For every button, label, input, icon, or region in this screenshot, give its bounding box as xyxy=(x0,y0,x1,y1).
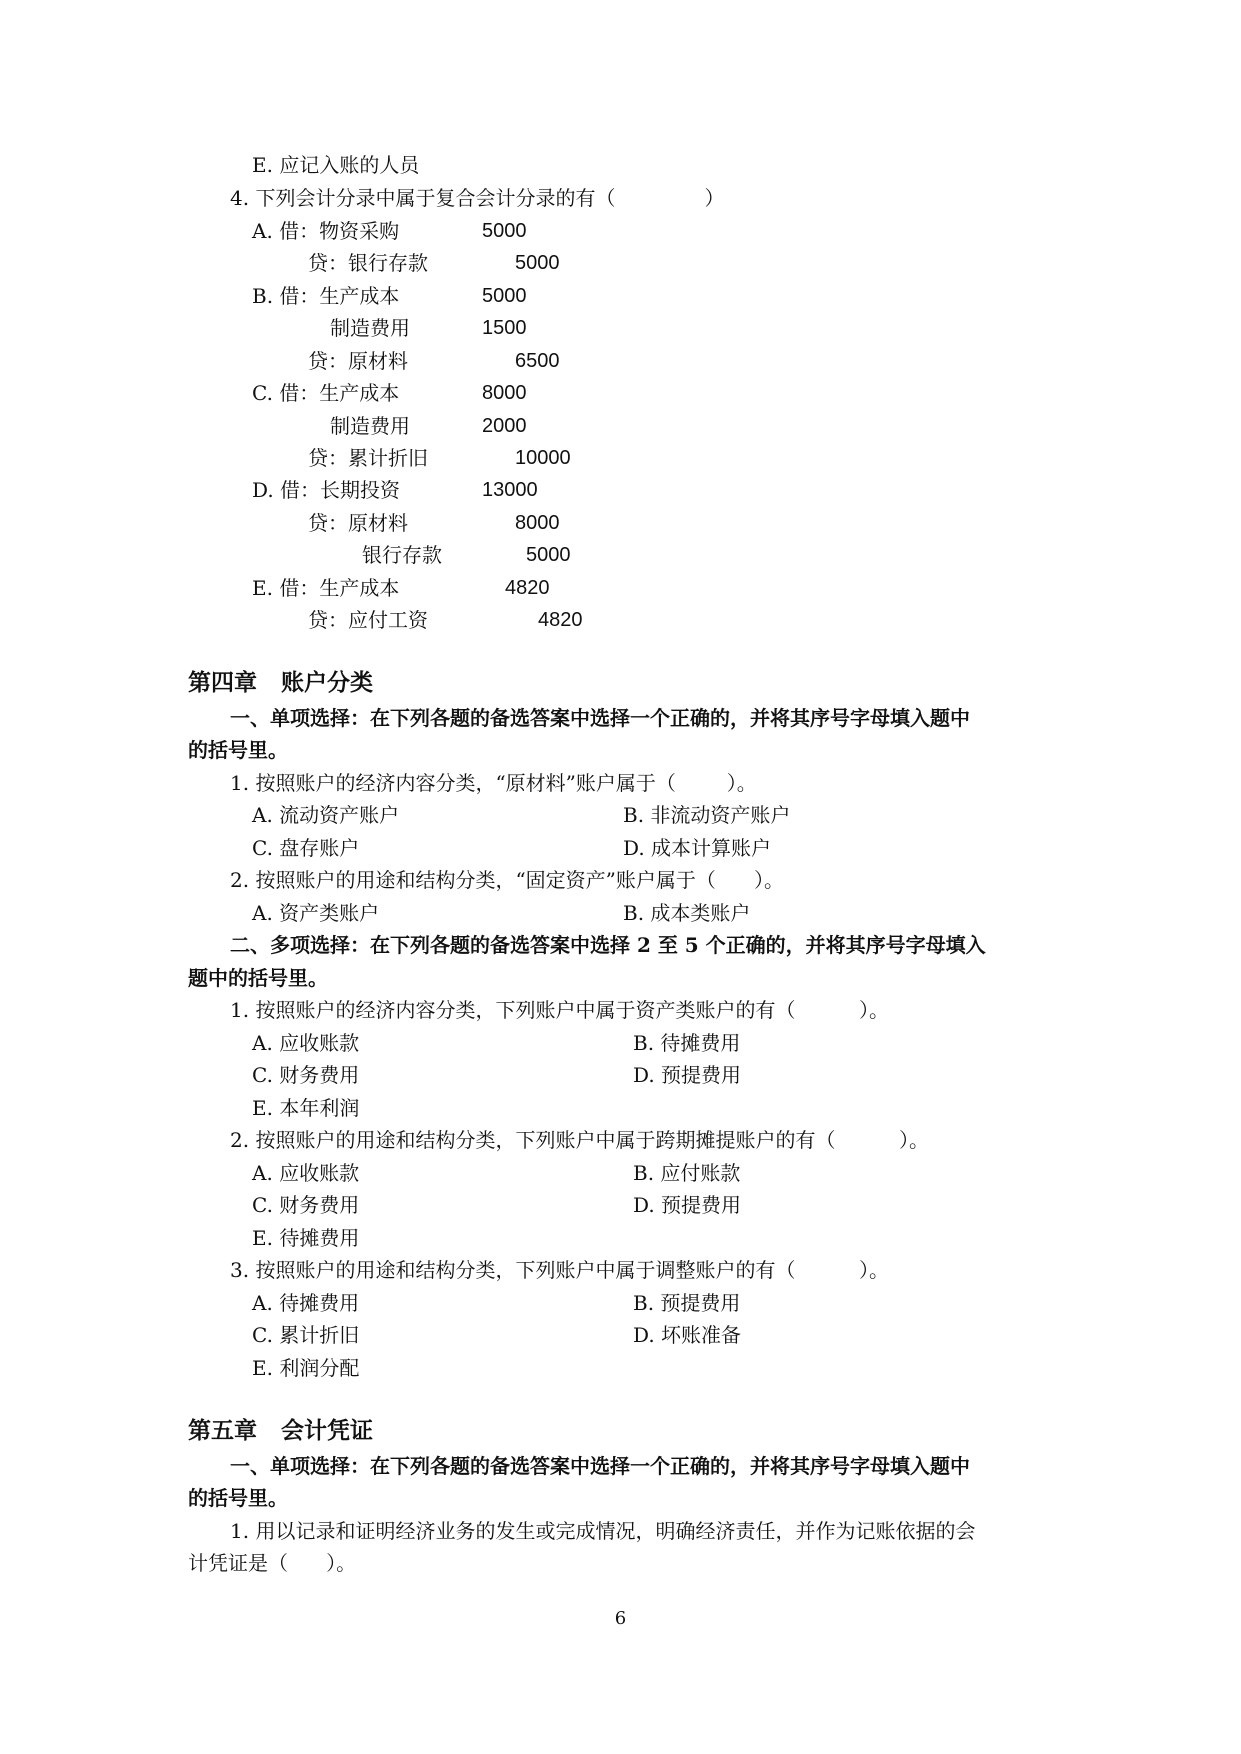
ch4-multi-q1-option-b: B. 待摊费用 xyxy=(633,1031,741,1055)
ch4-multi-instructions-cont: 题中的括号里。 xyxy=(188,966,328,990)
ch4-multi-q1-option-d: D. 预提费用 xyxy=(633,1063,742,1087)
q4-d-credit2: 银行存款 xyxy=(362,543,442,567)
q4-b-credit: 贷：原材料 xyxy=(308,349,408,373)
q4-c-debit-amount: 8000 xyxy=(482,382,527,404)
q4-b-debit: B. 借：生产成本 xyxy=(252,284,400,308)
ch4-multi-q1-stem: 1. 按照账户的经济内容分类，下列账户中属于资产类账户的有（ ）。 xyxy=(230,998,890,1022)
q4-a-debit-amount: 5000 xyxy=(482,220,527,242)
ch4-multi-q2-option-a: A. 应收账款 xyxy=(252,1161,360,1185)
q3-option-e: E. 应记入账的人员 xyxy=(252,153,420,177)
ch4-multi-q3-option-d: D. 坏账准备 xyxy=(633,1323,742,1347)
q4-d-credit: 贷：原材料 xyxy=(308,511,408,535)
ch4-multi-q3-stem: 3. 按照账户的用途和结构分类，下列账户中属于调整账户的有（ ）。 xyxy=(230,1258,890,1282)
ch4-multi-q3-option-e: E. 利润分配 xyxy=(252,1356,360,1380)
ch5-single-q1-stem-cont: 计凭证是（ ）。 xyxy=(188,1551,357,1575)
q4-c-debit: C. 借：生产成本 xyxy=(252,381,400,405)
q4-e-credit: 贷：应付工资 xyxy=(308,608,428,632)
ch4-single-q1-option-b: B. 非流动资产账户 xyxy=(623,803,791,827)
ch4-multi-q2-option-c: C. 财务费用 xyxy=(252,1193,360,1217)
ch5-single-instructions-cont: 的括号里。 xyxy=(188,1486,288,1510)
ch4-multi-q2-option-e: E. 待摊费用 xyxy=(252,1226,360,1250)
q4-c-debit2: 制造费用 xyxy=(330,414,410,438)
chapter-5-title: 第五章 会计凭证 xyxy=(188,1417,374,1444)
ch4-single-instructions-cont: 的括号里。 xyxy=(188,738,288,762)
q4-e-debit-amount: 4820 xyxy=(505,577,550,599)
q4-b-debit-amount: 5000 xyxy=(482,285,527,307)
q4-d-credit2-amount: 5000 xyxy=(526,544,571,566)
ch4-single-instructions: 一、单项选择：在下列各题的备选答案中选择一个正确的，并将其序号字母填入题中 xyxy=(230,706,970,730)
ch4-multi-q2-option-b: B. 应付账款 xyxy=(633,1161,741,1185)
q4-stem: 4. 下列会计分录中属于复合会计分录的有（ ） xyxy=(230,186,725,210)
ch4-multi-q1-option-e: E. 本年利润 xyxy=(252,1096,360,1120)
ch4-multi-q3-option-b: B. 预提费用 xyxy=(633,1291,741,1315)
q4-c-credit-amount: 10000 xyxy=(515,447,571,469)
ch5-single-instructions: 一、单项选择：在下列各题的备选答案中选择一个正确的，并将其序号字母填入题中 xyxy=(230,1454,970,1478)
q4-a-credit: 贷：银行存款 xyxy=(308,251,428,275)
page-number: 6 xyxy=(614,1608,627,1629)
q4-b-debit2: 制造费用 xyxy=(330,316,410,340)
ch5-single-q1-stem: 1. 用以记录和证明经济业务的发生或完成情况，明确经济责任，并作为记账依据的会 xyxy=(230,1519,976,1543)
ch4-single-q1-option-c: C. 盘存账户 xyxy=(252,836,360,860)
ch4-multi-q3-option-c: C. 累计折旧 xyxy=(252,1323,360,1347)
ch4-multi-q3-option-a: A. 待摊费用 xyxy=(252,1291,360,1315)
ch4-multi-q1-option-c: C. 财务费用 xyxy=(252,1063,360,1087)
q4-a-credit-amount: 5000 xyxy=(515,252,560,274)
ch4-single-q1-stem: 1. 按照账户的经济内容分类，“原材料”账户属于（ ）。 xyxy=(230,771,757,795)
q4-a-debit: A. 借：物资采购 xyxy=(252,219,400,243)
ch4-single-q1-option-a: A. 流动资产账户 xyxy=(252,803,400,827)
q4-b-credit-amount: 6500 xyxy=(515,350,560,372)
q4-c-debit2-amount: 2000 xyxy=(482,415,527,437)
q4-b-debit2-amount: 1500 xyxy=(482,317,527,339)
ch4-single-q2-stem: 2. 按照账户的用途和结构分类，“固定资产”账户属于（ ）。 xyxy=(230,868,785,892)
ch4-multi-q2-option-d: D. 预提费用 xyxy=(633,1193,742,1217)
ch4-single-q2-option-a: A. 资产类账户 xyxy=(252,901,380,925)
chapter-4-title: 第四章 账户分类 xyxy=(188,669,374,696)
ch4-single-q2-option-b: B. 成本类账户 xyxy=(623,901,751,925)
q4-c-credit: 贷：累计折旧 xyxy=(308,446,428,470)
ch4-multi-q1-option-a: A. 应收账款 xyxy=(252,1031,360,1055)
ch4-multi-q2-stem: 2. 按照账户的用途和结构分类，下列账户中属于跨期摊提账户的有（ ）。 xyxy=(230,1128,930,1152)
q4-d-credit-amount: 8000 xyxy=(515,512,560,534)
ch4-multi-instructions: 二、多项选择：在下列各题的备选答案中选择 2 至 5 个正确的，并将其序号字母填入 xyxy=(230,933,986,957)
q4-e-debit: E. 借：生产成本 xyxy=(252,576,400,600)
q4-d-debit-amount: 13000 xyxy=(482,479,538,501)
ch4-single-q1-option-d: D. 成本计算账户 xyxy=(623,836,772,860)
q4-e-credit-amount: 4820 xyxy=(538,609,583,631)
q4-d-debit: D. 借：长期投资 xyxy=(252,478,401,502)
